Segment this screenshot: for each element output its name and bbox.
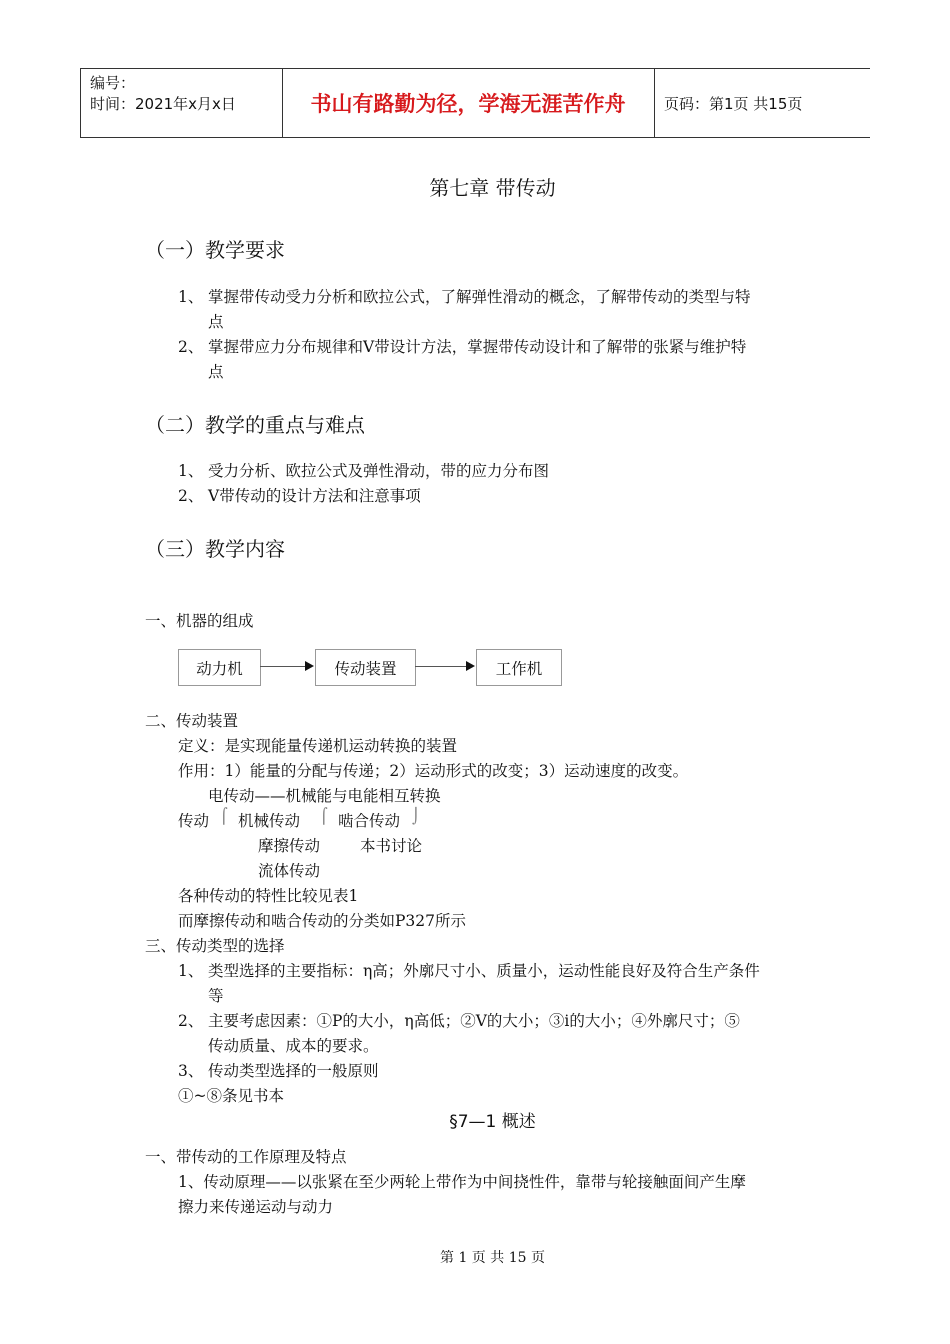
header-divider-2	[654, 69, 655, 137]
overview-title: §7—1 概述	[449, 1112, 536, 1132]
section-teaching-content: （三）教学内容	[145, 537, 285, 561]
right-brace-icon: ⌡	[412, 807, 420, 825]
flow-arrow-1	[260, 666, 312, 667]
chapter-title: 第七章 带传动	[429, 176, 556, 200]
item-text: 类型选择的主要指标：η高；外廓尺寸小、质量小，运动性能良好及符合生产条件	[208, 962, 760, 980]
flow-box-transmission: 传动装置	[315, 649, 416, 686]
item-number: 3、	[178, 1062, 204, 1080]
item-number: 2、	[178, 338, 204, 356]
compare-note: 各种传动的特性比较见表1	[178, 887, 359, 905]
number-label: 编号：	[90, 74, 136, 92]
selection-item-3	[178, 1059, 379, 1081]
item-text: 掌握带应力分布规律和V带设计方法，掌握带传动设计和了解带的张紧与维护特	[208, 338, 747, 356]
type-selection-heading: 三、传动类型的选择	[145, 937, 285, 955]
flow-box-working-machine: 工作机	[476, 649, 562, 686]
requirement-item-1	[178, 285, 751, 307]
principle-text-line1: 1、传动原理——以张紧在至少两轮上带作为中间挠性件，靠带与轮接触面间产生摩	[178, 1173, 746, 1191]
transmission-device-heading: 二、传动装置	[145, 712, 239, 730]
key-point-item-1	[178, 459, 549, 481]
selection-item-2	[178, 1009, 740, 1031]
item-text: V带传动的设计方法和注意事项	[208, 487, 421, 505]
left-brace-icon: ⌠	[220, 807, 228, 825]
definition-text: 定义：是实现能量传递机运动转换的装置	[178, 737, 458, 755]
item-text: 传动类型选择的一般原则	[208, 1062, 379, 1080]
belt-principle-heading: 一、带传动的工作原理及特点	[145, 1148, 347, 1166]
item-number: 1、	[178, 288, 204, 306]
function-text: 作用：1）能量的分配与传递；2）运动形式的改变；3）运动速度的改变。	[178, 762, 689, 780]
rules-note: ①~⑧条见书本	[178, 1087, 284, 1105]
tree-electric-transmission: 电传动——机械能与电能相互转换	[208, 787, 441, 805]
header-table	[80, 68, 870, 138]
selection-item-2-cont: 传动质量、成本的要求。	[208, 1037, 379, 1055]
tree-root: 传动	[178, 812, 210, 830]
item-number: 2、	[178, 487, 204, 505]
item-text: 掌握带传动受力分析和欧拉公式，了解弹性滑动的概念，了解带传动的类型与特	[208, 288, 751, 306]
time-label: 时间：2021年x月x日	[90, 95, 236, 113]
header-left-border	[80, 69, 81, 137]
item-text: 受力分析、欧拉公式及弹性滑动，带的应力分布图	[208, 462, 550, 480]
classify-note: 而摩擦传动和啮合传动的分类如P327所示	[178, 912, 467, 930]
selection-item-1	[178, 959, 760, 981]
flow-box-prime-mover: 动力机	[178, 649, 261, 686]
flow-arrow-2	[415, 666, 473, 667]
header-meta	[90, 73, 236, 115]
requirement-item-2-cont: 点	[208, 363, 224, 381]
header-motto: 书山有路勤为径，学海无涯苦作舟	[310, 92, 626, 116]
tree-book-discussion: 本书讨论	[360, 837, 423, 855]
section-teaching-requirements: （一）教学要求	[145, 238, 285, 262]
page-footer: 第 1 页 共 15 页	[440, 1250, 545, 1266]
principle-text-line2: 擦力来传递运动与动力	[178, 1198, 334, 1216]
requirement-item-1-cont: 点	[208, 313, 224, 331]
tree-mesh-transmission: 啮合传动	[338, 812, 401, 830]
item-number: 1、	[178, 462, 204, 480]
selection-item-1-cont: 等	[208, 987, 224, 1005]
machine-composition-heading: 一、机器的组成	[145, 612, 254, 630]
item-text: 主要考虑因素：①P的大小，η高低；②V的大小；③i的大小；④外廓尺寸；⑤	[208, 1012, 740, 1030]
section-key-points: （二）教学的重点与难点	[145, 413, 365, 437]
inner-brace-icon: ⌠	[320, 807, 328, 825]
key-point-item-2	[178, 484, 421, 506]
tree-fluid-transmission: 流体传动	[258, 862, 321, 880]
item-number: 1、	[178, 962, 204, 980]
item-number: 2、	[178, 1012, 204, 1030]
tree-friction-transmission: 摩擦传动	[258, 837, 321, 855]
tree-mechanical-transmission: 机械传动	[238, 812, 301, 830]
header-page-info: 页码：第1页 共15页	[664, 94, 803, 113]
requirement-item-2	[178, 335, 746, 357]
